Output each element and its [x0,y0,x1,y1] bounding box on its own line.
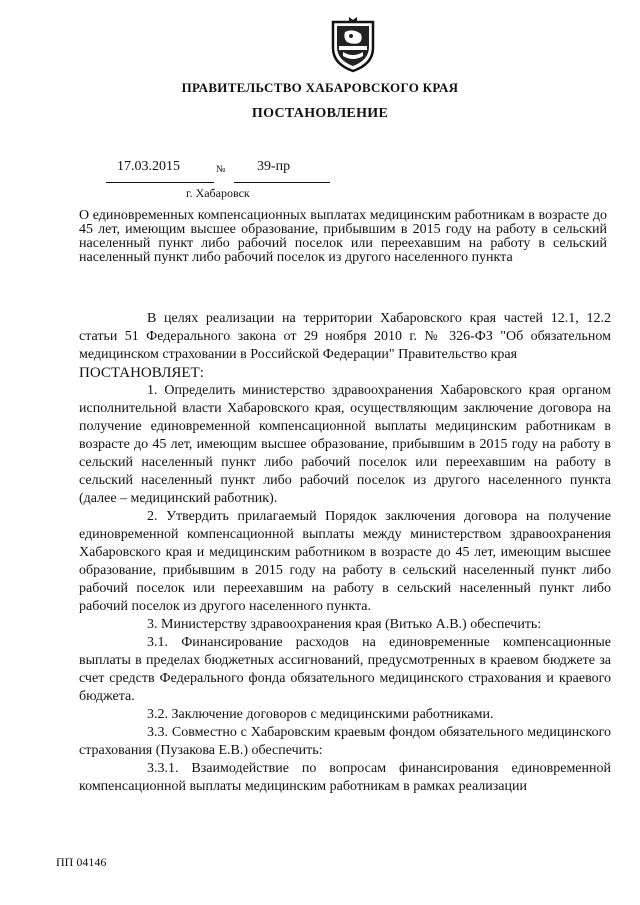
resolves-heading: ПОСТАНОВЛЯЕТ: [79,365,204,381]
document-identifier: ПП 04146 [56,855,107,869]
preamble-paragraph: В целях реализации на территории Хабаровского края частей 12.1, 12.2 статьи 51 Федерального закона от 29 ноября 2010 г. № 326-ФЗ "Об обязательном медицинском страховании в Российской Федерации" Правительство края [79,311,611,362]
clause-2: 2. Утвердить прилагаемый Порядок заключения договора на получение единовременной компенсационной выплаты между министерством здравоохранения Хабаровского края и медицинским работником в возрасте до 45 лет, имеющим высшее образование, прибывшим в 2015 году на работу в сельский населенный пункт либо рабочий поселок или переехавшим на работу в сельский населенный пункт либо рабочий поселок из другого населенного пункта. [79,509,611,614]
government-name: ПРАВИТЕЛЬСТВО ХАБАРОВСКОГО КРАЯ [181,80,459,95]
decree-number: 39-пр [257,159,291,174]
date-underline [106,182,214,183]
decree-body [79,310,611,796]
number-underline [234,182,330,183]
clause-3-3: 3.3. Совместно с Хабаровским краевым фондом обязательного медицинского страхования (Пузакова Е.В.) обеспечить: [79,725,611,758]
clause-3-1: 3.1. Финансирование расходов на единовременные компенсационные выплаты в пределах бюджетных ассигнований, предусмотренных в краевом бюджете за счет средств Федерального фонда обязательного медицинского страхования и краевого бюджета. [79,635,611,704]
decree-title: О единовременных компенсационных выплатах медицинским работникам в возрасте до 45 лет, имеющим высшее образование, прибывшим в 2015 году на работу в сельский населенный пункт либо рабочий поселок или переехавшим на работу в сельский населенный пункт либо рабочий поселок из другого населенного пункта [79,208,607,265]
coat-of-arms-emblem [329,16,377,73]
clause-3: 3. Министерству здравоохранения края (Витько А.В.) обеспечить: [147,617,542,632]
number-sign: № [216,164,226,175]
decree-date: 17.03.2015 [117,159,180,174]
clause-3-3-1: 3.3.1. Взаимодействие по вопросам финансирования единовременной компенсационной выплаты медицинским работникам в рамках реализации [79,761,611,794]
clause-3-2: 3.2. Заключение договоров с медицинскими работниками. [147,707,494,722]
document-type: ПОСТАНОВЛЕНИЕ [251,106,389,121]
city: г. Хабаровск [186,186,250,200]
clause-1: 1. Определить министерство здравоохранения Хабаровского края органом исполнительной власти Хабаровского края, осуществляющим заключение договора на получение единовременной компенсационной выплаты медицинским работникам в возрасте до 45 лет, имеющим высшее образование, прибывшим в 2015 году на работу в сельский населенный пункт либо рабочий поселок или переехавшим на работу в сельский населенный пункт либо рабочий поселок из другого населенного пункта (далее – медицинский работник). [79,383,611,506]
